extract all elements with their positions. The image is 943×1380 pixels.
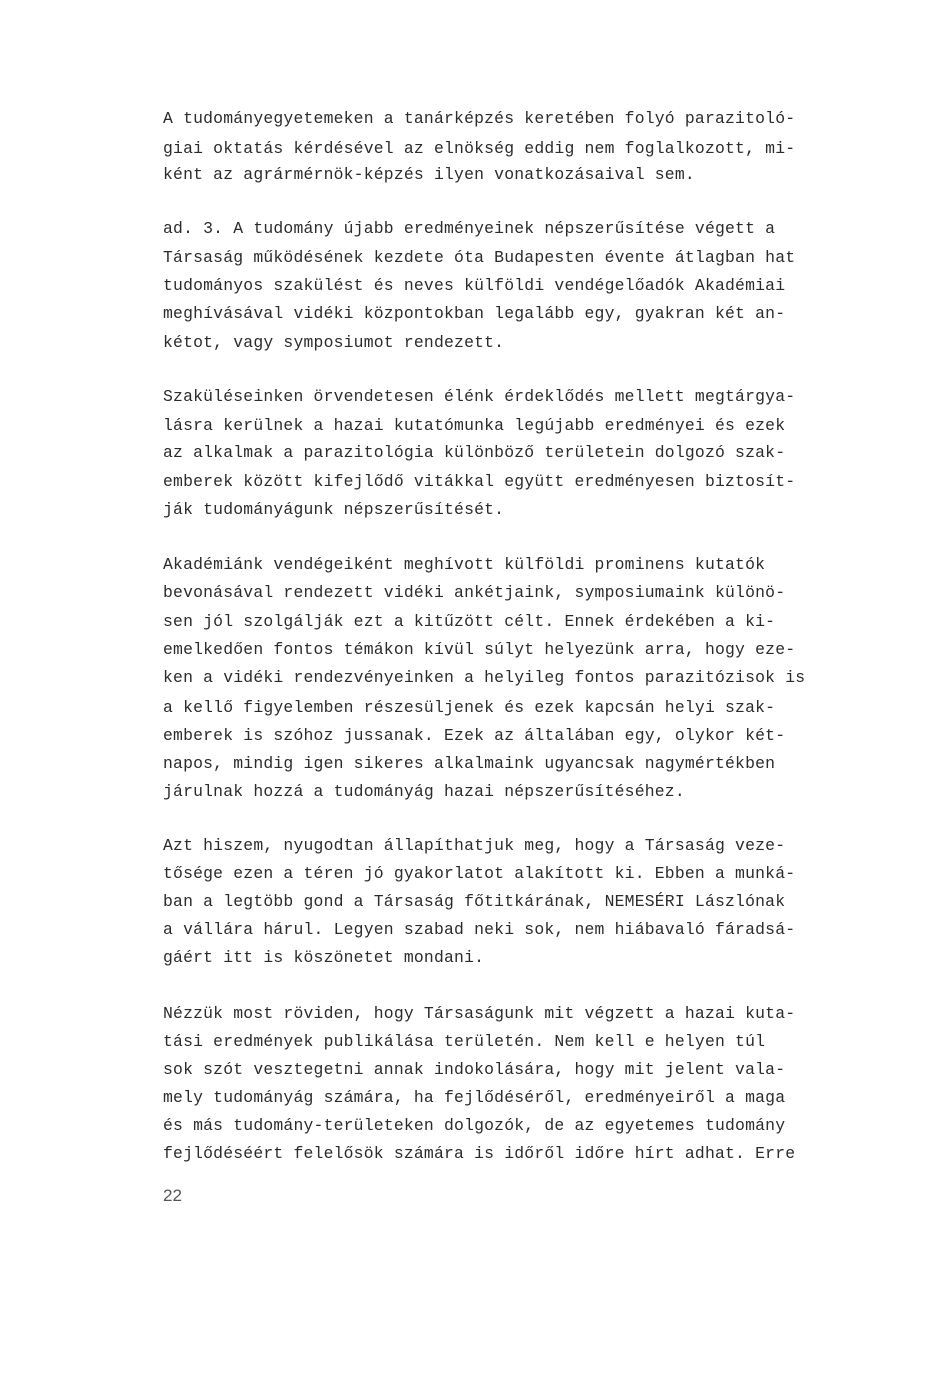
text-line: az alkalmak a parazitológia különböző területein dolgozó szak- xyxy=(163,443,786,462)
text-line: és más tudomány-területeken dolgozók, de az egyetemes tudomány xyxy=(163,1116,786,1135)
text-line: tási eredmények publikálása területén. Nem kell e helyen túl xyxy=(163,1032,766,1051)
text-line: Társaság működésének kezdete óta Budapesten évente átlagban hat xyxy=(163,248,796,267)
text-line: mely tudományág számára, ha fejlődéséről, eredményeiről a maga xyxy=(163,1088,786,1107)
text-line: tudományos szakülést és neves külföldi vendégelőadók Akadémiai xyxy=(163,276,786,295)
page-number: 22 xyxy=(163,1186,182,1205)
text-line: tősége ezen a téren jó gyakorlatot alakított ki. Ebben a munká- xyxy=(163,864,796,883)
text-line: ban a legtöbb gond a Társaság főtitkárának, NEMESÉRI Lászlónak xyxy=(163,892,786,911)
text-line: Nézzük most röviden, hogy Társaságunk mit végzett a hazai kuta- xyxy=(163,1004,796,1023)
text-line: emberek is szóhoz jussanak. Ezek az általában egy, olykor két- xyxy=(163,726,786,745)
text-line: Azt hiszem, nyugodtan állapíthatjuk meg, hogy a Társaság veze- xyxy=(163,836,786,855)
text-line: ként az agrármérnök-képzés ilyen vonatkozásaival sem. xyxy=(163,165,695,184)
text-line: Szaküléseinken örvendetesen élénk érdeklődés mellett megtárgya- xyxy=(163,387,796,406)
text-line: napos, mindig igen sikeres alkalmaink ugyancsak nagymértékben xyxy=(163,754,776,773)
text-line: kétot, vagy symposiumot rendezett. xyxy=(163,333,505,352)
text-line: A tudományegyetemeken a tanárképzés keretében folyó parazitoló- xyxy=(163,109,796,128)
text-line: Akadémiánk vendégeiként meghívott külföldi prominens kutatók xyxy=(163,555,766,574)
text-line: lásra kerülnek a hazai kutatómunka legújabb eredményei és ezek xyxy=(163,416,786,435)
text-line: sok szót vesztegetni annak indokolására, hogy mit jelent vala- xyxy=(163,1060,786,1079)
text-line: gáért itt is köszönetet mondani. xyxy=(163,948,485,967)
text-line: ad. 3. A tudomány újabb eredményeinek népszerűsítése végett a xyxy=(163,219,776,238)
text-line: emberek között kifejlődő vitákkal együtt eredményesen biztosít- xyxy=(163,472,796,491)
text-line: ják tudományágunk népszerűsítését. xyxy=(163,500,505,519)
text-line: fejlődéséért felelősök számára is időről időre hírt adhat. Erre xyxy=(163,1144,796,1163)
text-line: sen jól szolgálják ezt a kitűzött célt. Ennek érdekében a ki- xyxy=(163,612,776,631)
text-line: ken a vidéki rendezvényeinken a helyileg fontos parazitózisok is xyxy=(163,668,806,687)
text-line: járulnak hozzá a tudományág hazai népszerűsítéséhez. xyxy=(163,782,685,801)
text-line: bevonásával rendezett vidéki ankétjaink, symposiumaink különö- xyxy=(163,583,786,602)
text-line: a vállára hárul. Legyen szabad neki sok, nem hiábavaló fáradsá- xyxy=(163,920,796,939)
text-line: a kellő figyelemben részesüljenek és ezek kapcsán helyi szak- xyxy=(163,698,776,717)
text-line: meghívásával vidéki központokban legalább egy, gyakran két an- xyxy=(163,304,786,323)
text-line: emelkedően fontos témákon kívül súlyt helyezünk arra, hogy eze- xyxy=(163,640,796,659)
text-line: giai oktatás kérdésével az elnökség eddig nem foglalkozott, mi- xyxy=(163,139,796,158)
